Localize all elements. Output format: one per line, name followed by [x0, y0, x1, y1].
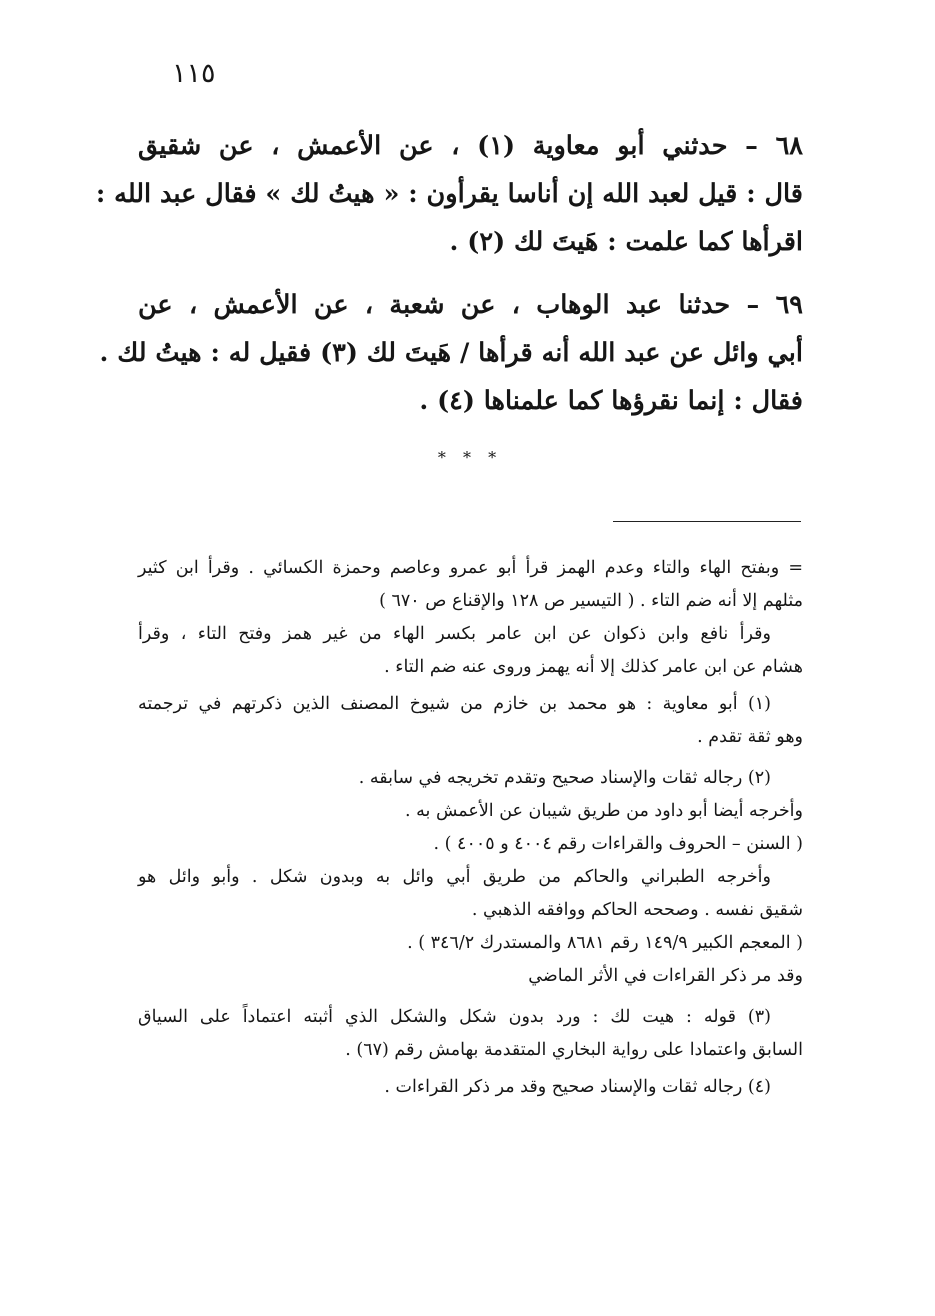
hadith-69-line-1: ٦٩ – حدثنا عبد الوهاب ، عن شعبة ، عن الأعمش ، عن [138, 290, 803, 320]
hadith-69-line-2: أبي وائل عن عبد الله أنه قرأها / هَيتَ لك (٣) فقيل له : هيتُ لك . [99, 338, 803, 368]
hadith-69-line-3: فقال : إنما نقرؤها كما علمناها (٤) . [419, 386, 803, 416]
footnote-2-line: ( المعجم الكبير ١٤٩/٩ رقم ٨٦٨١ والمستدرك ٣٤٦/٢ ) . [407, 933, 803, 953]
footnote-4 [138, 1071, 803, 1104]
footnote-3 [138, 1001, 803, 1067]
footnote-continuation-line: وقرأ نافع وابن ذكوان عن ابن عامر بكسر الهاء من غير همز وفتح التاء ، وقرأ [138, 624, 771, 644]
footnote-3-line: السابق واعتمادا على رواية البخاري المتقدمة بهامش رقم (٦٧) . [345, 1040, 803, 1060]
page-number: ١١٥ [172, 58, 216, 89]
footnote-2-line: وأخرجه الطبراني والحاكم من طريق أبي وائل به وبدون شكل . وأبو وائل هو [138, 867, 771, 887]
hadith-69-paragraph [99, 281, 803, 425]
footnotes-section [138, 552, 803, 1104]
footnote-4-line: (٤) رجاله ثقات والإسناد صحيح وقد مر ذكر القراءات . [384, 1077, 771, 1097]
footnote-2 [138, 762, 803, 993]
hadith-68-paragraph [95, 122, 803, 266]
footnote-2-line: وأخرجه أيضا أبو داود من طريق شيبان عن الأعمش به . [405, 801, 803, 821]
footnote-continuation-line: هشام عن ابن عامر كذلك إلا أنه يهمز وروى عنه ضم التاء . [384, 657, 803, 677]
footnote-continuation-line: مثلهم إلا أنه ضم التاء . ( التيسير ص ١٢٨ والإقناع ص ٦٧٠ ) [379, 591, 803, 611]
hadith-68-line-1: ٦٨ – حدثني أبو معاوية (١) ، عن الأعمش ، عن شقيق [138, 131, 803, 161]
footnote-1-line: (١) أبو معاوية : هو محمد بن خازم من شيوخ المصنف الذين ذكرتهم في ترجمته [138, 694, 771, 714]
footnote-2-line: شقيق نفسه . وصححه الحاكم ووافقه الذهبي . [471, 900, 803, 920]
footnote-2-line: ( السنن – الحروف والقراءات رقم ٤٠٠٤ و ٤٠٠٥ ) . [433, 834, 803, 854]
footnote-2-line: وقد مر ذكر القراءات في الأثر الماضي [528, 966, 803, 986]
footnote-divider [613, 521, 801, 522]
hadith-68-line-3: اقرأها كما علمت : هَيتَ لك (٢) . [449, 227, 803, 257]
footnote-continuation [138, 552, 803, 684]
footnote-1 [138, 688, 803, 754]
footnote-1-line: وهو ثقة تقدم . [697, 727, 803, 747]
footnote-3-line: (٣) قوله : هيت لك : ورد بدون شكل والشكل الذي أثبته اعتماداً على السياق [138, 1007, 771, 1027]
hadith-68-line-2: قال : قيل لعبد الله إن أناسا يقرأون : « هيتُ لك » فقال عبد الله : [95, 179, 803, 209]
footnote-continuation-line: = وبفتح الهاء والتاء وعدم الهمز قرأ أبو عمرو وعاصم وحمزة الكسائي . وقرأ ابن كثير [138, 558, 803, 578]
section-separator: * * * [437, 448, 503, 467]
footnote-2-line: (٢) رجاله ثقات والإسناد صحيح وتقدم تخريجه في سابقه . [358, 768, 771, 788]
